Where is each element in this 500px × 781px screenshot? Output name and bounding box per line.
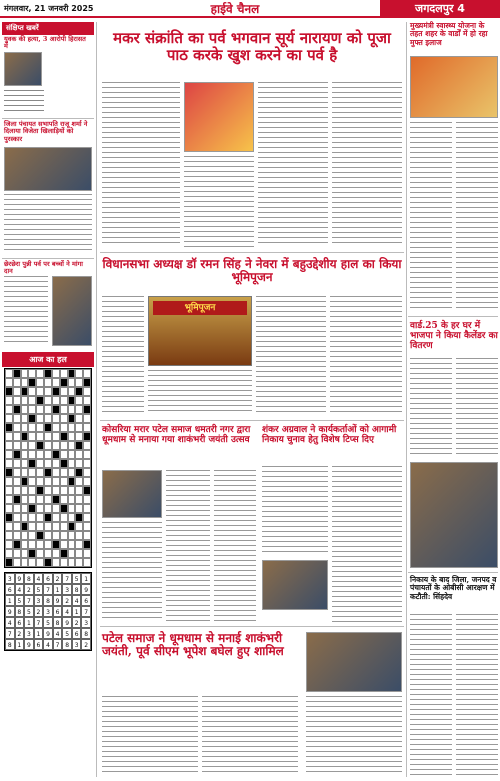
banner-text: भूमिपूजन bbox=[153, 301, 247, 315]
sudoku-cell: 9 bbox=[62, 617, 72, 628]
bottom-headline: पटेल समाज ने धूमधाम से मनाई शाकंभरी जयंती, पूर्व सीएम भूपेश बघेल हुए शामिल bbox=[102, 631, 284, 659]
sudoku-cell: 2 bbox=[15, 628, 25, 639]
sudoku-cell: 4 bbox=[34, 573, 44, 584]
right-mid-text-col2 bbox=[456, 358, 498, 458]
sudoku-cell: 9 bbox=[81, 584, 91, 595]
sudoku-cell: 8 bbox=[24, 573, 34, 584]
divider bbox=[408, 572, 498, 573]
divider bbox=[100, 252, 404, 253]
story2-headline: विधानसभा अध्यक्ष डॉ रमन सिंह ने नेवरा में बहुउद्देशीय हाल का किया भूमिपूजन bbox=[102, 257, 402, 285]
right-mid-headline: वार्ड.25 के हर घर में भाजपा ने किया कैलेंडर का वितरण bbox=[410, 321, 498, 351]
story3-headline: कोसरिया मरार पटेल समाज धमतरी नगर द्वारा धूमधाम से मनाया गया शाकंभरी जयंती उत्सव bbox=[102, 425, 251, 445]
left-item1-photo bbox=[4, 52, 42, 86]
sudoku-cell: 5 bbox=[34, 584, 44, 595]
sudoku-cell: 3 bbox=[43, 606, 53, 617]
story2-text-col4 bbox=[330, 296, 402, 414]
crossword-grid bbox=[4, 368, 92, 568]
sudoku-cell: 4 bbox=[72, 595, 82, 606]
sudoku-cell: 3 bbox=[24, 628, 34, 639]
sudoku-cell: 7 bbox=[53, 639, 63, 650]
sudoku-cell: 4 bbox=[15, 584, 25, 595]
sudoku-cell: 5 bbox=[15, 595, 25, 606]
sudoku-cell: 1 bbox=[24, 617, 34, 628]
right-top-text-col2 bbox=[456, 122, 498, 312]
masthead: हाईवे चैनल bbox=[210, 2, 260, 16]
bottom-text-col2 bbox=[202, 696, 298, 776]
sudoku-cell: 1 bbox=[81, 573, 91, 584]
divider bbox=[408, 316, 498, 317]
sudoku-cell: 8 bbox=[5, 639, 15, 650]
right-bottom-text-col2 bbox=[456, 614, 498, 776]
sudoku-cell: 9 bbox=[53, 595, 63, 606]
story4-headline: शंकर अग्रवाल ने कार्यकर्ताओं को आगामी निकाय चुनाव हेतु विशेष टिप्स दिए bbox=[262, 425, 397, 445]
lead-photo bbox=[184, 82, 254, 152]
sudoku-cell: 1 bbox=[34, 628, 44, 639]
sudoku-cell: 4 bbox=[5, 617, 15, 628]
sudoku-cell: 9 bbox=[24, 639, 34, 650]
left-item2-title: जिला पंचायत सभापति राजू शर्मा ने दिलाया विजेता खिलाड़ियों को पुरस्कार bbox=[4, 120, 88, 143]
divider bbox=[100, 420, 404, 421]
sudoku-cell: 2 bbox=[34, 606, 44, 617]
left-item2-photo bbox=[4, 147, 92, 191]
sudoku-cell: 5 bbox=[43, 617, 53, 628]
text-lines bbox=[4, 90, 44, 114]
sudoku-cell: 8 bbox=[81, 628, 91, 639]
sudoku-cell: 6 bbox=[5, 584, 15, 595]
sudoku-cell: 2 bbox=[81, 639, 91, 650]
sudoku-cell: 3 bbox=[81, 617, 91, 628]
left-item3-title: छेरछेरा पुन्नी पर्व पर बच्चों ने मांगा दान bbox=[4, 260, 83, 276]
sudoku-cell: 1 bbox=[15, 639, 25, 650]
left-item3-photo bbox=[52, 276, 92, 346]
story2-text-col1 bbox=[102, 296, 144, 414]
lead-headline: मकर संक्रांति का पर्व भगवान सूर्य नारायण को पूजा पाठ करके खुश करने का पर्व है bbox=[113, 29, 391, 64]
sudoku-cell: 3 bbox=[62, 584, 72, 595]
section-name: जगदलपुर bbox=[415, 2, 454, 15]
sudoku-grid bbox=[4, 572, 92, 651]
sudoku-cell: 7 bbox=[81, 606, 91, 617]
sudoku-cell: 1 bbox=[5, 595, 15, 606]
left-item1-title: युवक की हत्या, 3 आरोपी हिरासत में bbox=[4, 35, 86, 51]
sudoku-cell: 9 bbox=[43, 628, 53, 639]
divider bbox=[2, 118, 94, 119]
sudoku-cell: 6 bbox=[53, 606, 63, 617]
sudoku-cell: 9 bbox=[5, 606, 15, 617]
right-mid-text-col1 bbox=[410, 358, 452, 458]
sudoku-cell: 6 bbox=[34, 639, 44, 650]
story4-photo bbox=[262, 560, 328, 610]
sudoku-cell: 2 bbox=[24, 584, 34, 595]
sudoku-cell: 7 bbox=[43, 584, 53, 595]
right-mid-photo bbox=[410, 462, 498, 568]
story2-photo bbox=[148, 296, 252, 366]
sudoku-cell: 8 bbox=[43, 595, 53, 606]
story3-text-col2 bbox=[166, 470, 210, 622]
sudoku-cell: 8 bbox=[62, 639, 72, 650]
bottom-photo bbox=[306, 632, 402, 692]
puzzle-heading: आज का हल bbox=[2, 352, 94, 367]
sudoku-cell: 6 bbox=[15, 617, 25, 628]
sudoku-cell: 7 bbox=[24, 595, 34, 606]
right-top-headline: मुख्यमंत्री स्वास्थ्य योजना के तहत शहर के वार्डों में हो रहा मुफ्त इलाज bbox=[410, 21, 488, 47]
sudoku-cell: 2 bbox=[72, 617, 82, 628]
bottom-text-col1 bbox=[102, 696, 198, 776]
text-lines bbox=[4, 276, 48, 346]
left-item1-text bbox=[46, 52, 92, 112]
lead-text-col2 bbox=[184, 156, 254, 247]
sudoku-cell: 1 bbox=[53, 584, 63, 595]
sudoku-cell: 8 bbox=[53, 617, 63, 628]
story4-text-col2 bbox=[332, 466, 402, 622]
text-lines bbox=[4, 194, 92, 254]
sudoku-cell: 3 bbox=[34, 595, 44, 606]
sudoku-cell: 6 bbox=[72, 628, 82, 639]
column-divider bbox=[96, 22, 97, 777]
bottom-text-col3 bbox=[306, 696, 402, 776]
right-top-photo bbox=[410, 56, 498, 118]
sudoku-cell: 7 bbox=[5, 628, 15, 639]
sudoku-cell: 8 bbox=[15, 606, 25, 617]
sudoku-cell: 9 bbox=[15, 573, 25, 584]
right-bottom-headline: निकाय के बाद जिला, जनपद व पंचायतों के ओबीसी आरक्षण में कटौती: सिंहदेव bbox=[410, 575, 497, 601]
column-divider bbox=[406, 22, 407, 777]
story4-text-col1 bbox=[262, 466, 328, 556]
sudoku-cell: 8 bbox=[72, 584, 82, 595]
sudoku-cell: 6 bbox=[81, 595, 91, 606]
right-bottom-text-col1 bbox=[410, 614, 452, 776]
section-title bbox=[380, 0, 500, 18]
sudoku-cell: 3 bbox=[72, 639, 82, 650]
sudoku-cell: 6 bbox=[43, 573, 53, 584]
story3-text-col1 bbox=[102, 522, 162, 622]
sudoku-cell: 5 bbox=[62, 628, 72, 639]
sudoku-cell: 4 bbox=[62, 606, 72, 617]
page-number: 4 bbox=[457, 2, 465, 15]
divider bbox=[100, 626, 404, 627]
left-column-heading: संक्षिप्त खबरें bbox=[2, 22, 94, 35]
sudoku-cell: 1 bbox=[72, 606, 82, 617]
sudoku-cell: 5 bbox=[24, 606, 34, 617]
story3-text-col3 bbox=[214, 470, 256, 622]
divider bbox=[2, 258, 94, 259]
lead-text-col3 bbox=[258, 82, 328, 247]
sudoku-cell: 4 bbox=[53, 628, 63, 639]
lead-text-col1 bbox=[102, 82, 180, 247]
sudoku-cell: 3 bbox=[5, 573, 15, 584]
story2-text-col2 bbox=[148, 370, 252, 414]
lead-text-col4 bbox=[332, 82, 402, 247]
sudoku-cell: 5 bbox=[72, 573, 82, 584]
sudoku-cell: 7 bbox=[62, 573, 72, 584]
sudoku-cell: 7 bbox=[34, 617, 44, 628]
sudoku-cell: 2 bbox=[53, 573, 63, 584]
story2-text-col3 bbox=[256, 296, 326, 414]
right-top-text-col1 bbox=[410, 122, 452, 312]
issue-date: मंगलवार, 21 जनवरी 2025 bbox=[4, 4, 94, 13]
sudoku-cell: 2 bbox=[62, 595, 72, 606]
story3-photo bbox=[102, 470, 162, 518]
sudoku-cell: 4 bbox=[43, 639, 53, 650]
